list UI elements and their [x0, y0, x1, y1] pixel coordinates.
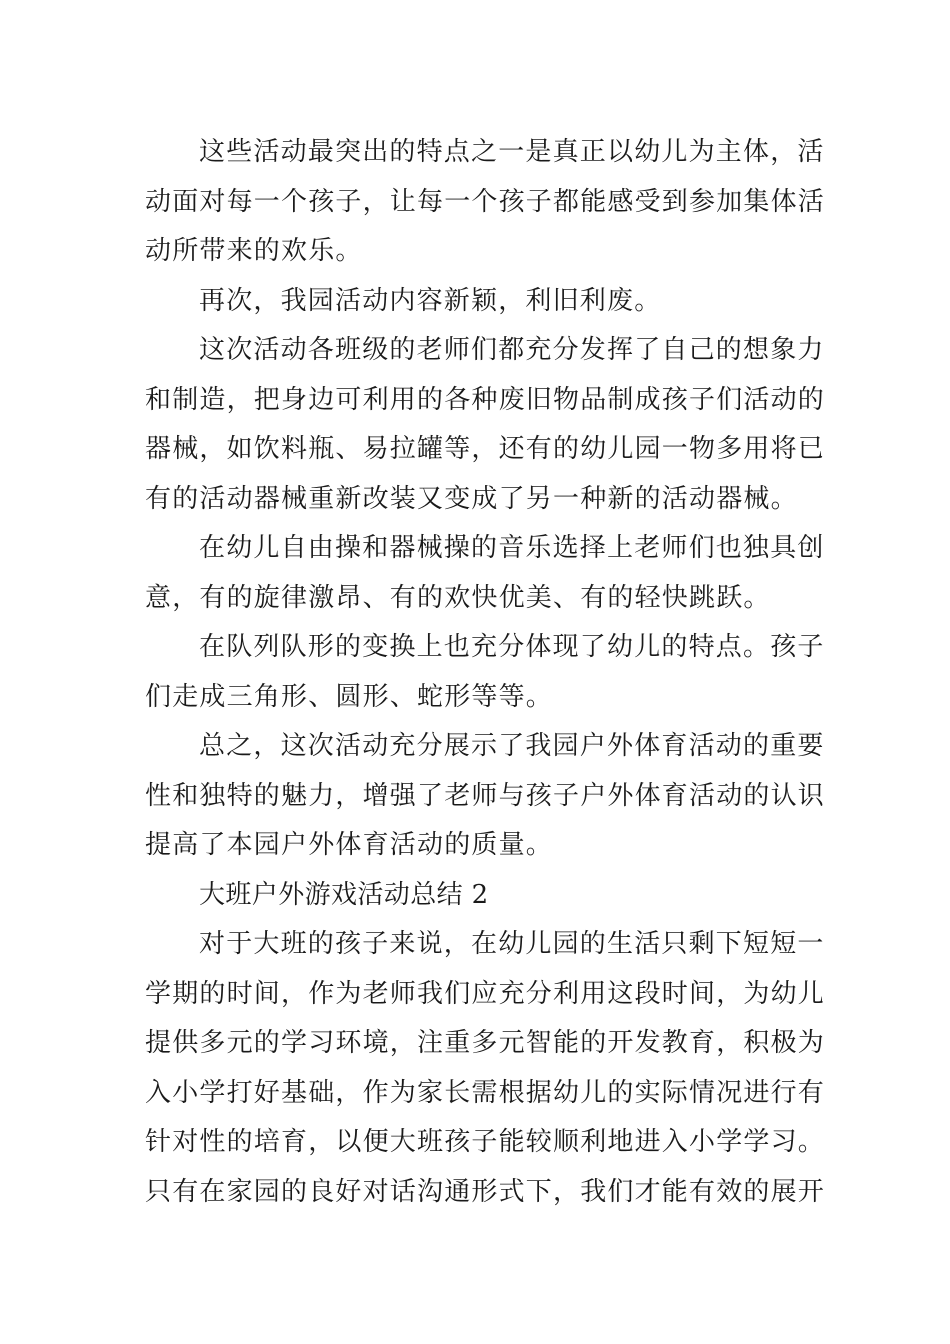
- paragraph-recycled-equipment: [145, 326, 826, 524]
- text-line: 意，有的旋律激昂、有的欢快优美、有的轻快跳跃。: [145, 582, 771, 613]
- text-line: 提高了本园户外体育活动的质量。: [145, 830, 554, 860]
- paragraph-conclusion: [145, 722, 826, 871]
- text-line: 和制造，把身边可利用的各种废旧物品制成孩子们活动的: [145, 384, 826, 415]
- paragraph-music-selection: [145, 524, 825, 623]
- text-line: 们走成三角形、圆形、蛇形等等。: [145, 681, 554, 712]
- text-line: 性和独特的魅力，增强了老师与孩子户外体育活动的认识: [145, 780, 826, 811]
- text-line: 针对性的培育，以便大班孩子能较顺利地进入小学学习。: [145, 1127, 826, 1157]
- text-line: 动所带来的欢乐。: [145, 236, 363, 266]
- text-line: 入小学打好基础，作为家长需根据幼儿的实际情况进行有: [145, 1077, 826, 1108]
- text-line: 动面对每一个孩子，让每一个孩子都能感受到参加集体活: [145, 186, 826, 217]
- text-line: 对于大班的孩子来说，在幼儿园的生活只剩下短短一: [199, 929, 825, 959]
- paragraph-formation-changes: [145, 623, 825, 722]
- text-line: 器械，如饮料瓶、易拉罐等，还有的幼儿园一物多用将已: [145, 434, 826, 464]
- paragraph-novel-content: [145, 277, 810, 327]
- section-heading: 大班户外游戏活动总结 2: [199, 879, 489, 910]
- text-line: 提供多元的学习环境，注重多元智能的开发教育，积极为: [145, 1028, 826, 1058]
- text-line: 只有在家园的良好对话沟通形式下，我们才能有效的展开: [145, 1176, 826, 1207]
- text-line: 在队列队形的变换上也充分体现了幼儿的特点。孩子: [199, 632, 825, 662]
- document-body: [145, 128, 826, 1217]
- text-line: 这些活动最突出的特点之一是真正以幼儿为主体，活: [199, 137, 825, 167]
- paragraph-senior-class-intro: [145, 920, 826, 1217]
- text-line: 有的活动器械重新改装又变成了另一种新的活动器械。: [145, 483, 798, 514]
- text-line: 这次活动各班级的老师们都充分发挥了自己的想象力: [199, 335, 825, 365]
- text-line: 在幼儿自由操和器械操的音乐选择上老师们也独具创: [199, 533, 825, 563]
- paragraph-child-centered: [145, 128, 826, 277]
- text-line: 学期的时间，作为老师我们应充分利用这段时间，为幼儿: [145, 978, 826, 1009]
- text-line: 总之，这次活动充分展示了我园户外体育活动的重要: [199, 731, 825, 761]
- text-line: 再次，我园活动内容新颖，利旧利废。: [199, 285, 662, 316]
